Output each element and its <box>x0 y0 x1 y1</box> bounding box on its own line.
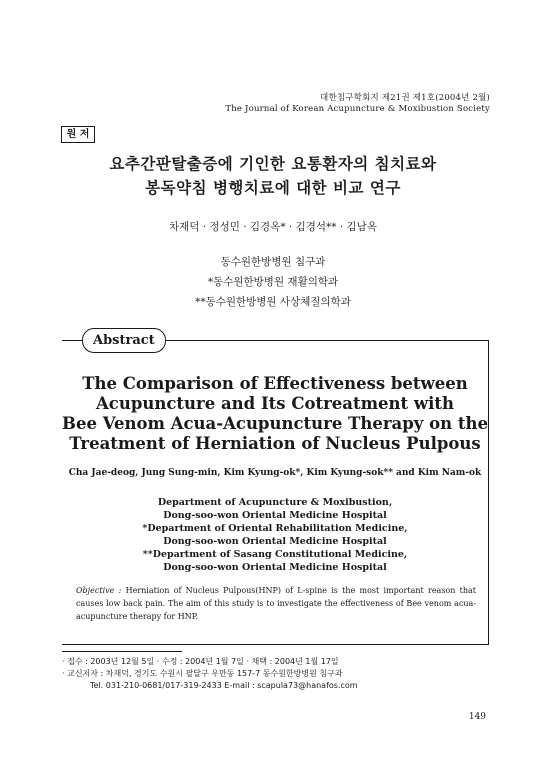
english-title-line-2: Acupuncture and Its Cotreatment with <box>96 394 454 413</box>
department-line-3: *Department of Oriental Rehabilitation Medicine, <box>142 523 408 534</box>
footnote-contact: Tel. 031-210-0681/017-319-2433 E-mail : scapula73@hanafos.com <box>90 681 358 690</box>
journal-name-korean: 대한침구학회지 제21권 제1호(2004년 2월) <box>320 93 490 103</box>
footnote-dates: · 접수 : 2003년 12월 5일 · 수정 : 2004년 1월 7일 · 채택 : 2004년 1월 17일 <box>62 657 339 666</box>
article-type-tag: 원 저 <box>61 126 95 143</box>
abstract-label: Abstract <box>82 328 166 353</box>
department-line-5: **Department of Sasang Constitutional Medicine, <box>142 549 408 560</box>
objective-text: Herniation of Nucleus Pulpous(HNP) of L-spine is the most important reason that causes low back pain. The aim of this study is to investigate the effectiveness of Bee venom acua-acupuncture therapy for HNP. <box>76 586 477 621</box>
department-line-2: Dong-soo-won Oriental Medicine Hospital <box>163 510 387 521</box>
english-authors: Cha Jae-deog, Jung Sung-min, Kim Kyung-ok*, Kim Kyung-sok** and Kim Nam-ok <box>68 468 482 478</box>
journal-name-english: The Journal of Korean Acupuncture & Moxibustion Society <box>225 104 490 114</box>
english-title-line-1: The Comparison of Effectiveness between <box>82 374 468 393</box>
page-number: 149 <box>468 712 486 722</box>
korean-affiliation-2: *동수원한방병원 재활의학과 <box>207 276 339 288</box>
objective-paragraph <box>76 584 476 623</box>
objective-label: Objective : <box>76 586 122 595</box>
english-title-line-4: Treatment of Herniation of Nucleus Pulpous <box>69 434 481 453</box>
footnote-corresponding-author: · 교신저자 : 차재덕, 경기도 수원시 팔달구 우만동 157-7 동수원한방병원 침구과 <box>62 669 343 678</box>
english-title-line-3: Bee Venom Acua-Acupuncture Therapy on the <box>62 414 488 433</box>
korean-affiliation-3: **동수원한방병원 사상체질의학과 <box>195 296 351 308</box>
department-line-6: Dong-soo-won Oriental Medicine Hospital <box>163 562 387 573</box>
department-line-4: Dong-soo-won Oriental Medicine Hospital <box>163 536 387 547</box>
department-line-1: Department of Acupuncture & Moxibustion, <box>157 497 393 508</box>
korean-affiliation-1: 동수원한방병원 침구과 <box>220 256 326 268</box>
footnote-rule <box>62 651 182 652</box>
korean-title-line-2: 봉독약침 병행치료에 대한 비교 연구 <box>145 178 401 197</box>
korean-title-line-1: 요추간판탈출증에 기인한 요통환자의 침치료와 <box>109 154 437 173</box>
korean-authors: 차재덕 · 정성민 · 김경옥* · 김경석** · 김남옥 <box>169 221 377 233</box>
